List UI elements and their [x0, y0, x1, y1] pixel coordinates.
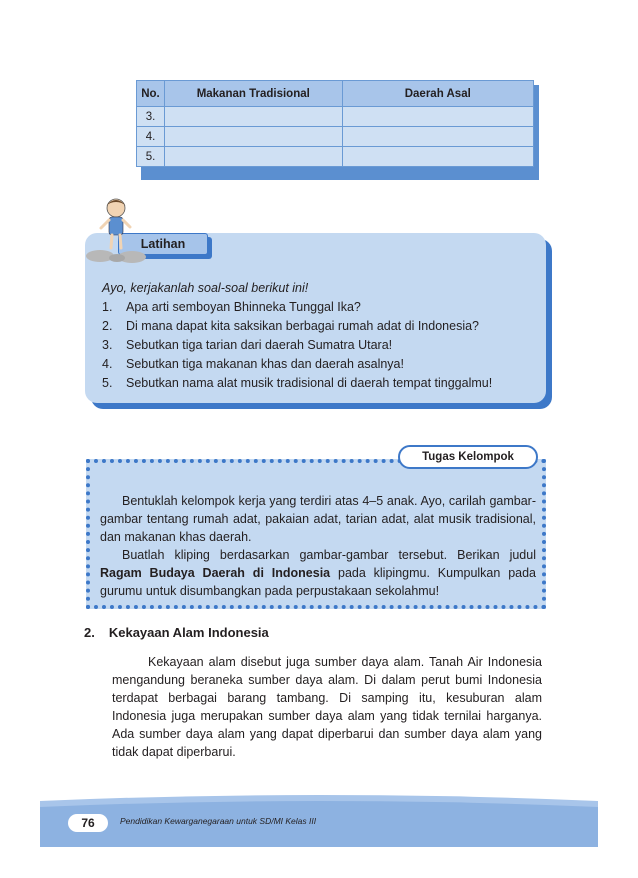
row-daerah: [342, 147, 533, 167]
list-item: [102, 355, 542, 374]
row-number: 5.: [137, 147, 165, 167]
row-makanan: [164, 127, 342, 147]
table-row: [137, 147, 534, 167]
item-number: 4.: [102, 357, 113, 371]
latihan-intro: Ayo, kerjakanlah soal-soal berikut ini!: [102, 281, 309, 295]
tugas-p2-title: Ragam Budaya Daerah di Indonesia: [100, 566, 331, 580]
tugas-paragraph-2: [100, 546, 536, 600]
row-number: 3.: [137, 107, 165, 127]
item-text: Sebutkan tiga tarian dari daerah Sumatra Utara!: [126, 338, 393, 352]
item-text: Di mana dapat kita saksikan berbagai rumah adat di Indonesia?: [126, 319, 479, 333]
list-item: [102, 317, 542, 336]
tugas-kelompok-content: [100, 492, 536, 600]
row-daerah: [342, 127, 533, 147]
header-daerah: Daerah Asal: [342, 81, 533, 107]
tugas-kelompok-label: Tugas Kelompok: [398, 445, 538, 469]
section-number: 2.: [84, 625, 95, 640]
item-text: Sebutkan tiga makanan khas dan daerah asalnya!: [126, 357, 404, 371]
list-item: [102, 336, 542, 355]
item-number: 5.: [102, 376, 113, 390]
row-makanan: [164, 107, 342, 127]
food-table: [136, 80, 534, 167]
header-no: No.: [137, 81, 165, 107]
table-header-row: [137, 81, 534, 107]
page-number: 76: [68, 814, 108, 832]
section-heading: [84, 625, 269, 640]
item-number: 2.: [102, 319, 113, 333]
list-item: [102, 374, 542, 393]
table-row: [137, 127, 534, 147]
row-number: 4.: [137, 127, 165, 147]
tugas-paragraph-1: Bentuklah kelompok kerja yang terdiri atas 4–5 anak. Ayo, carilah gambar-gambar tentang rumah adat, pakaian adat, tarian adat, alat musik tradisional, dan makanan khas daerah.: [100, 494, 536, 544]
item-text: Sebutkan nama alat musik tradisional di daerah tempat tinggalmu!: [126, 376, 493, 390]
tugas-p2-after: pada klipingmu. Kumpulkan pada gurumu untuk disumbangkan pada perpustakaan sekolahmu!: [100, 566, 536, 598]
item-number: 1.: [102, 300, 113, 314]
latihan-label: Latihan: [118, 233, 208, 255]
footer-text: Pendidikan Kewarganegaraan untuk SD/MI Kelas III: [120, 816, 317, 826]
list-item: [102, 298, 542, 317]
girl-illustration-icon: [84, 196, 154, 264]
page-footer: [40, 793, 598, 847]
header-makanan: Makanan Tradisional: [164, 81, 342, 107]
table-row: [137, 107, 534, 127]
item-number: 3.: [102, 338, 113, 352]
latihan-content: [102, 279, 542, 393]
row-daerah: [342, 107, 533, 127]
section-title: Kekayaan Alam Indonesia: [108, 625, 269, 640]
item-text: Apa arti semboyan Bhinneka Tunggal Ika?: [126, 300, 361, 314]
section-body: Kekayaan alam disebut juga sumber daya alam. Tanah Air Indonesia mengandung beraneka sumber daya alam. Di dalam perut bumi Indonesia terdapat berbagai barang tambang. Di samping itu, kesuburan alam Indonesia juga merupakan sumber daya alam yang tidak ternilai harganya. Ada sumber daya alam yang dapat diperbarui dan sumber daya alam yang tidak dapat diperbarui.: [112, 655, 542, 759]
tugas-p2-before: Buatlah kliping berdasarkan gambar-gambar tersebut. Berikan judul: [122, 548, 536, 562]
latihan-list: [102, 298, 542, 393]
row-makanan: [164, 147, 342, 167]
